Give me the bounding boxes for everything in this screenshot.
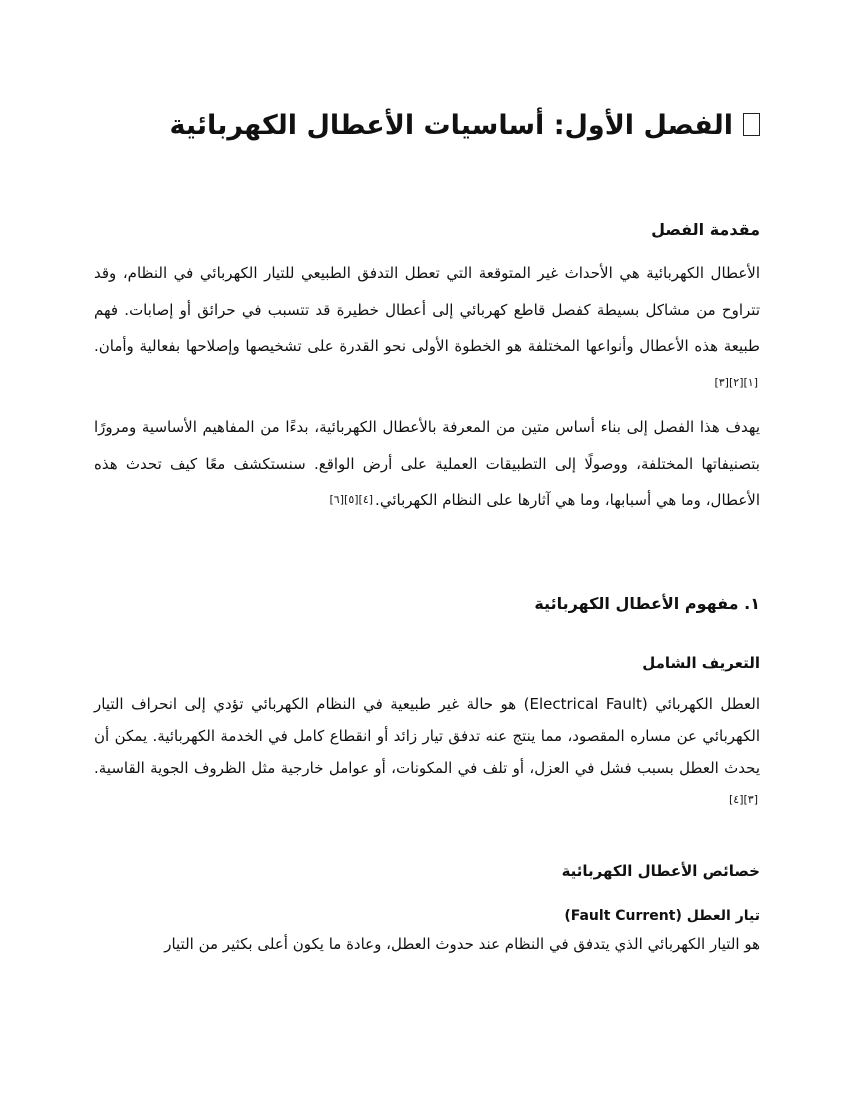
chapter-title <box>94 104 760 148</box>
intro-paragraph-2 <box>94 409 760 519</box>
definition-heading: التعريف الشامل <box>642 654 760 672</box>
fault-current-heading: تيار العطل (Fault Current) <box>564 908 760 924</box>
section-1-heading: ١. مفهوم الأعطال الكهربائية <box>534 594 760 613</box>
characteristics-heading: خصائص الأعطال الكهربائية <box>561 862 760 880</box>
definition-paragraph <box>94 688 760 816</box>
definition-paragraph-text: العطل الكهربائي (Electrical Fault) هو حالة غير طبيعية في النظام الكهربائي تؤدي إلى انحراف التيار الكهربائي عن مساره المقصود، مما ينتج عنه تدفق تيار زائد أو انقطاع كامل في الخدمة الكهربائية. يمكن أن يحدث العطل بسبب فشل في العزل، أو تلف في المكونات، أو عوامل خارجية مثل الظروف الجوية القاسية. <box>94 695 760 777</box>
intro-paragraph-1 <box>94 255 760 401</box>
citation-refs[interactable]: [١][٢][٣] <box>714 375 758 389</box>
box-glyph-icon <box>743 113 760 136</box>
citation-refs[interactable]: [٤][٥][٦] <box>329 493 374 506</box>
citation-refs[interactable]: [٣][٤] <box>728 793 758 806</box>
intro-heading: مقدمة الفصل <box>651 220 760 239</box>
intro-paragraph-2-text: يهدف هذا الفصل إلى بناء أساس متين من المعرفة بالأعطال الكهربائية، بدءًا من المفاهيم الأساسية ومرورًا بتصنيفاتها المختلفة، ووصولًا إلى التطبيقات العملية على أرض الواقع. سنستكشف معًا كيف تحدث هذه الأعطال، وما هي أسبابها، وما هي آثارها على النظام الكهربائي. <box>94 418 760 509</box>
intro-paragraph-1-text: الأعطال الكهربائية هي الأحداث غير المتوقعة التي تعطل التدفق الطبيعي للتيار الكهربائي في النظام، وقد تتراوح من مشاكل بسيطة كفصل قاطع كهربائي إلى أعطال خطيرة قد تتسبب في حرائق أو إصابات. فهم طبيعة هذه الأعطال وأنواعها المختلفة هو الخطوة الأولى نحو القدرة على تشخيصها وإصلاحها بفعالية وأمان. <box>94 264 760 355</box>
fault-current-paragraph: هو التيار الكهربائي الذي يتدفق في النظام عند حدوث العطل، وعادة ما يكون أعلى بكثير من التيار <box>164 935 760 953</box>
chapter-title-text: الفصل الأول: أساسيات الأعطال الكهربائية <box>169 110 733 141</box>
